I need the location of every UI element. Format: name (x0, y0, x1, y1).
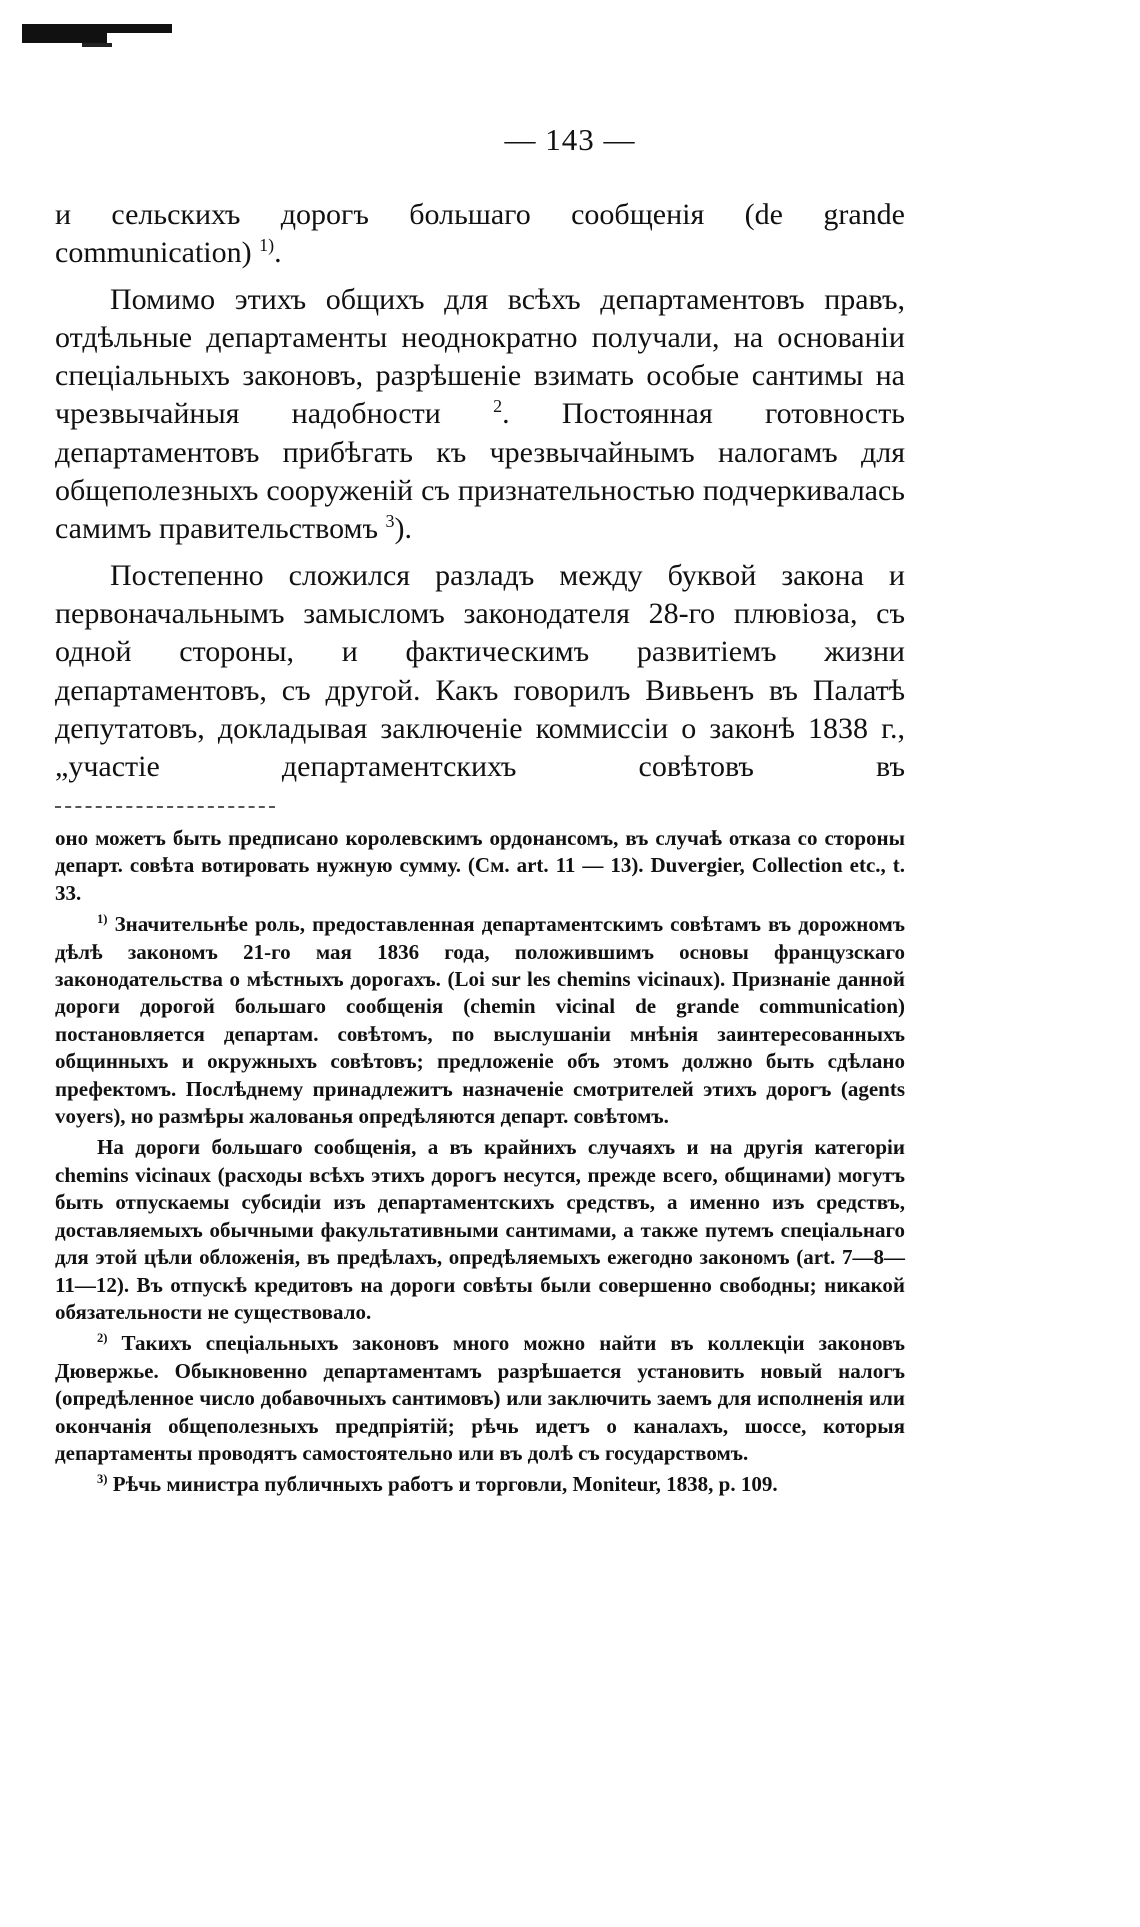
footnote-1 (55, 911, 905, 1130)
main-paragraph-1 (55, 196, 905, 273)
paragraph-1-text: и сельскихъ дорогъ большаго сообщенія (de grande communication) (55, 198, 905, 270)
footnote-1-marker: 1) (97, 912, 108, 927)
main-text (55, 196, 905, 786)
footnote-1-continued: На дороги большаго сообщенія, а въ крайнихъ случаяхъ и на другія категоріи chemins vicinaux (расходы всѣхъ этихъ дорогъ несутся, прежде всего, общинами) могутъ быть отпускаемы субсидіи изъ департаментскихъ средствъ, а именно изъ средствъ, доставляемыхъ обычными факультативными сантимами, а также путемъ спеціальнаго для этой цѣли обложенія, въ предѣлахъ, опредѣляемыхъ ежегодно закономъ (art. 7—8—11—12). Въ отпускѣ кредитовъ на дороги совѣты были совершенно свободны; никакой обязательности не существовало. (55, 1135, 905, 1324)
paragraph-2-tail: . Постоянная готовность департаментовъ прибѣгать къ чрезвычайнымъ налогамъ для общеполезныхъ сооруженій съ признательностью подчеркивалась самимъ правительствомъ (55, 397, 905, 546)
paragraph-1-tail: . (274, 236, 282, 270)
footnote-3 (55, 1471, 905, 1498)
footnote-separator (55, 806, 275, 808)
footnote-ref-1: 1) (259, 235, 275, 256)
paragraph-2-tail2: ). (394, 512, 413, 546)
main-paragraph-3 (55, 557, 905, 787)
footnotes (55, 825, 905, 1499)
paragraph-2-text: Помимо этихъ общихъ для всѣхъ департаментовъ правъ, отдѣльные департаменты неоднократно получали, на основаніи спеціальныхъ законовъ, разрѣшеніе взимать особые сантимы на чрезвычайныя надобности (55, 282, 905, 431)
scan-mark-graphic (22, 22, 172, 52)
footnote-continuation: оно можетъ быть предписано королевскимъ ордонансомъ, въ случаѣ отказа со стороны департ. совѣта вотировать нужную сумму. (См. art. 11 — 13). Duvergier, Collection etc., t. 33. (55, 826, 905, 905)
paragraph-3-text: Постепенно сложился разладъ между буквой закона и первоначальнымъ замысломъ законодателя 28-го плювіоза, съ одной стороны, и фактическимъ развитіемъ жизни департаментовъ, съ другой. Какъ говорилъ Вивьенъ въ Палатѣ депутатовъ, докладывая заключеніе коммиссіи о законѣ 1838 г., „участіе департаментскихъ совѣтовъ въ (55, 558, 905, 784)
footnote-2-text: Такихъ спеціальныхъ законовъ много можно найти въ коллекціи законовъ Дювержье. Обыкновенно департаментамъ разрѣшается установить новый налогъ (опредѣленное число добавочныхъ сантимовъ) или заключить заемъ для исполненія или окончанія общеполезныхъ предпріятій; рѣчь идетъ о каналахъ, шоссе, которыя департаменты проводятъ самостоятельно или въ долѣ съ государствомъ. (55, 1331, 905, 1465)
footnote-3-marker: 3) (97, 1472, 108, 1487)
footnote-2 (55, 1330, 905, 1467)
page-number: — 143 — (504, 122, 636, 157)
footnote-2-marker: 2) (97, 1331, 108, 1346)
main-paragraph-2 (55, 281, 905, 549)
footnote-1-text: Значительнѣе роль, предоставленная департаментскимъ совѣтамъ въ дорожномъ дѣлѣ закономъ 21-го мая 1836 года, положившимъ основы французскаго законодательства о мѣстныхъ дорогахъ. (Loi sur les chemins vicinaux). Признаніе данной дороги дорогой большаго сообщенія (chemin vicinal de grande communication) постановляется департам. совѣтомъ, по выслушаніи мнѣнія заинтересованныхъ общинныхъ и окружныхъ совѣтовъ; предложеніе объ этомъ должно быть сдѣлано префектомъ. Послѣднему принадлежитъ назначеніе смотрителей этихъ дорогъ (agents voyers), но размѣры жалованья опредѣляются департ. совѣтомъ. (55, 912, 905, 1129)
footnote-ref-3: 3 (385, 511, 395, 532)
footnote-ref-2: 2 (493, 396, 503, 417)
footnote-3-text: Рѣчь министра публичныхъ работъ и торговли, Moniteur, 1838, p. 109. (112, 1472, 778, 1497)
